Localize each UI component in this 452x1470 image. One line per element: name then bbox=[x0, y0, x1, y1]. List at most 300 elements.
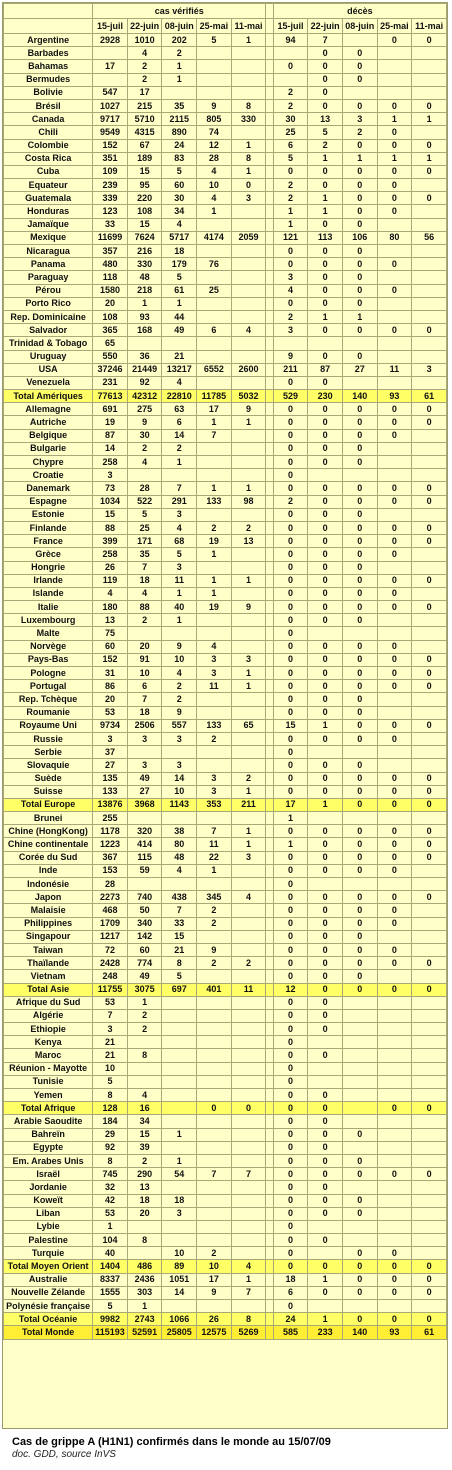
table-row bbox=[4, 1154, 447, 1167]
deaths-cell: 0 bbox=[377, 904, 412, 917]
cases-cell bbox=[231, 587, 266, 600]
cases-cell: 7 bbox=[231, 1286, 266, 1299]
deaths-cell bbox=[377, 1062, 412, 1075]
cases-cell: 547 bbox=[93, 86, 128, 99]
deaths-cell bbox=[412, 996, 447, 1009]
cases-cell: 2 bbox=[197, 904, 232, 917]
deaths-cell bbox=[342, 627, 377, 640]
separator-cell bbox=[266, 429, 273, 442]
deaths-cell bbox=[377, 1023, 412, 1036]
cases-cell bbox=[231, 1220, 266, 1233]
cases-cell: 275 bbox=[127, 403, 162, 416]
cases-cell: 3 bbox=[162, 1207, 197, 1220]
deaths-cell: 0 bbox=[273, 772, 308, 785]
table-row bbox=[4, 943, 447, 956]
deaths-cell: 0 bbox=[308, 521, 343, 534]
cases-cell: 8 bbox=[162, 957, 197, 970]
deaths-cell: 0 bbox=[308, 996, 343, 1009]
country-name: Russie bbox=[4, 732, 93, 745]
country-name: Irlande bbox=[4, 574, 93, 587]
deaths-cell: 0 bbox=[342, 324, 377, 337]
deaths-cell: 106 bbox=[342, 231, 377, 244]
cases-cell: 1 bbox=[231, 482, 266, 495]
deaths-cell: 0 bbox=[308, 1234, 343, 1247]
table-row bbox=[4, 1128, 447, 1141]
deaths-cell: 0 bbox=[342, 785, 377, 798]
cases-cell: 1 bbox=[197, 548, 232, 561]
cases-cell bbox=[231, 1128, 266, 1141]
cases-cell: 5 bbox=[162, 548, 197, 561]
cases-cell: 6 bbox=[127, 680, 162, 693]
cases-cell: 1 bbox=[231, 165, 266, 178]
deaths-cell: 0 bbox=[377, 838, 412, 851]
separator-cell bbox=[266, 152, 273, 165]
cases-cell: 65 bbox=[231, 719, 266, 732]
cases-cell: 1 bbox=[93, 1220, 128, 1233]
cases-cell: 54 bbox=[162, 1168, 197, 1181]
deaths-cell: 24 bbox=[273, 1313, 308, 1326]
table-row bbox=[4, 561, 447, 574]
cases-cell: 17 bbox=[197, 1273, 232, 1286]
table-row bbox=[4, 258, 447, 271]
table-row bbox=[4, 86, 447, 99]
cases-cell: 9 bbox=[162, 706, 197, 719]
deaths-cell: 0 bbox=[412, 1273, 447, 1286]
cases-cell: 15 bbox=[127, 1128, 162, 1141]
cases-cell: 3 bbox=[162, 732, 197, 745]
cases-cell: 8337 bbox=[93, 1273, 128, 1286]
deaths-cell: 0 bbox=[273, 864, 308, 877]
cases-cell bbox=[197, 350, 232, 363]
deaths-cell bbox=[412, 1220, 447, 1233]
cases-cell bbox=[231, 970, 266, 983]
country-name: Chili bbox=[4, 126, 93, 139]
separator-cell bbox=[266, 403, 273, 416]
cases-cell: 89 bbox=[162, 1260, 197, 1273]
separator-cell bbox=[266, 732, 273, 745]
deaths-cell bbox=[412, 469, 447, 482]
deaths-cell: 0 bbox=[308, 785, 343, 798]
deaths-cell: 4 bbox=[273, 284, 308, 297]
country-name: Porto Rico bbox=[4, 297, 93, 310]
cases-cell bbox=[231, 284, 266, 297]
table-row bbox=[4, 930, 447, 943]
deaths-cell bbox=[342, 1062, 377, 1075]
cases-cell: 1404 bbox=[93, 1260, 128, 1273]
deaths-cell: 0 bbox=[273, 640, 308, 653]
cases-cell: 357 bbox=[93, 245, 128, 258]
deaths-cell: 0 bbox=[273, 1128, 308, 1141]
cases-cell: 30 bbox=[162, 192, 197, 205]
cases-cell: 1 bbox=[162, 587, 197, 600]
country-name: Cuba bbox=[4, 165, 93, 178]
deaths-cell: 1 bbox=[342, 310, 377, 323]
table-row bbox=[4, 495, 447, 508]
deaths-cell: 0 bbox=[273, 1207, 308, 1220]
cases-cell bbox=[197, 1194, 232, 1207]
region-total-row bbox=[4, 390, 447, 403]
deaths-cell: 2 bbox=[273, 310, 308, 323]
cases-cell bbox=[162, 1049, 197, 1062]
cases-cell bbox=[162, 1102, 197, 1115]
deaths-cell: 0 bbox=[308, 1168, 343, 1181]
cases-cell: 88 bbox=[93, 521, 128, 534]
cases-cell: 5 bbox=[162, 271, 197, 284]
cases-cell bbox=[231, 812, 266, 825]
deaths-cell: 121 bbox=[273, 231, 308, 244]
cases-cell: 26 bbox=[93, 561, 128, 574]
deaths-cell: 0 bbox=[412, 482, 447, 495]
separator-cell bbox=[266, 825, 273, 838]
cases-cell: 67 bbox=[127, 139, 162, 152]
deaths-cell: 0 bbox=[308, 693, 343, 706]
deaths-cell: 0 bbox=[273, 508, 308, 521]
table-row bbox=[4, 772, 447, 785]
deaths-cell bbox=[377, 812, 412, 825]
cases-cell bbox=[197, 1062, 232, 1075]
cases-cell: 128 bbox=[93, 1102, 128, 1115]
cases-cell bbox=[231, 693, 266, 706]
cases-cell: 691 bbox=[93, 403, 128, 416]
separator-cell bbox=[266, 1260, 273, 1273]
deaths-cell: 0 bbox=[308, 561, 343, 574]
separator-cell bbox=[266, 99, 273, 112]
deaths-cell bbox=[412, 917, 447, 930]
cases-cell bbox=[231, 930, 266, 943]
deaths-cell bbox=[412, 1234, 447, 1247]
table-row bbox=[4, 917, 447, 930]
deaths-cell: 0 bbox=[377, 139, 412, 152]
deaths-cell: 0 bbox=[342, 640, 377, 653]
cases-cell: 21 bbox=[93, 1036, 128, 1049]
cases-cell: 3075 bbox=[127, 983, 162, 996]
cases-cell bbox=[231, 310, 266, 323]
deaths-cell: 0 bbox=[412, 851, 447, 864]
table-row bbox=[4, 1220, 447, 1233]
cases-cell: 248 bbox=[93, 970, 128, 983]
deaths-cell bbox=[377, 1220, 412, 1233]
separator-cell bbox=[266, 1102, 273, 1115]
deaths-cell bbox=[273, 337, 308, 350]
cases-cell: 7624 bbox=[127, 231, 162, 244]
cases-cell: 83 bbox=[162, 152, 197, 165]
country-name: Argentine bbox=[4, 34, 93, 47]
deaths-cell: 1 bbox=[308, 798, 343, 811]
deaths-cell: 6 bbox=[273, 139, 308, 152]
cases-cell: 35 bbox=[127, 548, 162, 561]
deaths-cell: 0 bbox=[377, 535, 412, 548]
cases-cell: 1223 bbox=[93, 838, 128, 851]
deaths-cell bbox=[412, 759, 447, 772]
deaths-cell: 30 bbox=[273, 113, 308, 126]
cases-cell bbox=[127, 1062, 162, 1075]
deaths-cell: 18 bbox=[273, 1273, 308, 1286]
country-name: Koweït bbox=[4, 1194, 93, 1207]
cases-cell: 8 bbox=[93, 1154, 128, 1167]
cases-cell: 38 bbox=[162, 825, 197, 838]
cases-cell bbox=[197, 627, 232, 640]
cases-cell: 63 bbox=[162, 403, 197, 416]
deaths-cell: 0 bbox=[308, 1009, 343, 1022]
deaths-cell: 0 bbox=[377, 772, 412, 785]
cases-cell bbox=[231, 205, 266, 218]
deaths-cell bbox=[377, 706, 412, 719]
cases-cell bbox=[197, 878, 232, 891]
deaths-cell: 0 bbox=[342, 47, 377, 60]
cases-cell: 7 bbox=[127, 561, 162, 574]
deaths-cell: 0 bbox=[273, 1062, 308, 1075]
cases-cell: 17 bbox=[127, 86, 162, 99]
deaths-cell: 0 bbox=[308, 548, 343, 561]
table-row bbox=[4, 746, 447, 759]
separator-cell bbox=[266, 495, 273, 508]
table-row bbox=[4, 245, 447, 258]
cases-cell: 1 bbox=[231, 574, 266, 587]
table-row bbox=[4, 416, 447, 429]
deaths-cell bbox=[412, 1154, 447, 1167]
cases-cell: 40 bbox=[93, 1247, 128, 1260]
separator-cell bbox=[266, 73, 273, 86]
table-row bbox=[4, 508, 447, 521]
cases-cell: 4 bbox=[197, 192, 232, 205]
cases-cell: 14 bbox=[162, 772, 197, 785]
cases-cell: 3 bbox=[231, 192, 266, 205]
cases-cell: 2 bbox=[197, 732, 232, 745]
cases-cell: 28 bbox=[197, 152, 232, 165]
deaths-cell bbox=[412, 1247, 447, 1260]
separator-cell bbox=[266, 1181, 273, 1194]
deaths-cell: 0 bbox=[377, 416, 412, 429]
deaths-cell: 0 bbox=[273, 891, 308, 904]
cases-cell: 5 bbox=[162, 970, 197, 983]
deaths-cell bbox=[377, 1181, 412, 1194]
deaths-cell bbox=[377, 47, 412, 60]
cases-cell bbox=[197, 376, 232, 389]
table-row bbox=[4, 271, 447, 284]
cases-cell: 5 bbox=[127, 508, 162, 521]
separator-cell bbox=[266, 587, 273, 600]
separator-cell bbox=[266, 139, 273, 152]
cases-cell: 11 bbox=[197, 680, 232, 693]
deaths-cell: 0 bbox=[342, 258, 377, 271]
deaths-cell: 1 bbox=[377, 152, 412, 165]
deaths-cell: 2 bbox=[273, 192, 308, 205]
deaths-cell: 0 bbox=[377, 785, 412, 798]
cases-cell: 1 bbox=[231, 34, 266, 47]
cases-cell: 9717 bbox=[93, 113, 128, 126]
cases-cell: 86 bbox=[93, 680, 128, 693]
deaths-cell: 0 bbox=[342, 179, 377, 192]
cases-cell: 22810 bbox=[162, 390, 197, 403]
cases-cell: 142 bbox=[127, 930, 162, 943]
cases-cell: 17 bbox=[197, 403, 232, 416]
cases-cell: 44 bbox=[162, 310, 197, 323]
separator-cell bbox=[266, 798, 273, 811]
country-name: Bahreïn bbox=[4, 1128, 93, 1141]
cases-cell: 3 bbox=[93, 469, 128, 482]
deaths-cell: 0 bbox=[342, 60, 377, 73]
deaths-cell: 0 bbox=[342, 416, 377, 429]
deaths-cell: 0 bbox=[342, 1247, 377, 1260]
cases-cell: 20 bbox=[93, 693, 128, 706]
country-name: Pologne bbox=[4, 667, 93, 680]
cases-cell: 414 bbox=[127, 838, 162, 851]
country-name: Total Asie bbox=[4, 983, 93, 996]
deaths-cell: 0 bbox=[342, 706, 377, 719]
cases-cell: 13 bbox=[93, 614, 128, 627]
country-name: Indonésie bbox=[4, 878, 93, 891]
deaths-cell bbox=[377, 1128, 412, 1141]
deaths-cell: 0 bbox=[273, 1141, 308, 1154]
deaths-cell: 0 bbox=[273, 917, 308, 930]
deaths-cell bbox=[342, 1075, 377, 1088]
corner-cell bbox=[4, 4, 93, 19]
deaths-cell: 0 bbox=[308, 442, 343, 455]
deaths-cell: 0 bbox=[273, 996, 308, 1009]
deaths-cell: 0 bbox=[308, 825, 343, 838]
deaths-cell bbox=[342, 878, 377, 891]
deaths-cell: 0 bbox=[377, 548, 412, 561]
deaths-cell bbox=[273, 73, 308, 86]
deaths-cell: 56 bbox=[412, 231, 447, 244]
separator-cell bbox=[266, 192, 273, 205]
deaths-cell: 0 bbox=[308, 667, 343, 680]
deaths-cell: 0 bbox=[273, 1115, 308, 1128]
cases-cell: 3 bbox=[231, 653, 266, 666]
cases-cell: 26 bbox=[197, 1313, 232, 1326]
deaths-cell: 1 bbox=[412, 152, 447, 165]
separator-cell bbox=[266, 1115, 273, 1128]
cases-cell: 15 bbox=[162, 930, 197, 943]
deaths-cell: 0 bbox=[342, 165, 377, 178]
deaths-cell: 0 bbox=[273, 1194, 308, 1207]
country-name: Royaume Uni bbox=[4, 719, 93, 732]
deaths-cell: 1 bbox=[308, 192, 343, 205]
table-row bbox=[4, 165, 447, 178]
cases-cell: 72 bbox=[93, 943, 128, 956]
cases-cell: 7 bbox=[127, 693, 162, 706]
cases-cell: 9734 bbox=[93, 719, 128, 732]
separator-cell bbox=[266, 1220, 273, 1233]
table-row bbox=[4, 825, 447, 838]
separator-cell bbox=[266, 1075, 273, 1088]
cases-cell: 34 bbox=[127, 1115, 162, 1128]
deaths-cell: 0 bbox=[342, 759, 377, 772]
deaths-cell bbox=[412, 376, 447, 389]
separator-cell bbox=[266, 759, 273, 772]
separator-cell bbox=[266, 904, 273, 917]
cases-cell: 5269 bbox=[231, 1326, 266, 1339]
cases-cell: 20 bbox=[127, 1207, 162, 1220]
cases-cell: 75 bbox=[93, 627, 128, 640]
cases-cell: 60 bbox=[162, 179, 197, 192]
deaths-cell bbox=[308, 1062, 343, 1075]
deaths-cell: 0 bbox=[308, 640, 343, 653]
deaths-cell: 0 bbox=[308, 456, 343, 469]
separator-cell bbox=[266, 719, 273, 732]
cases-cell bbox=[231, 350, 266, 363]
country-name: Algérie bbox=[4, 1009, 93, 1022]
cases-cell: 76 bbox=[197, 258, 232, 271]
cases-cell: 2 bbox=[231, 957, 266, 970]
cases-cell: 92 bbox=[93, 1141, 128, 1154]
deaths-cell: 0 bbox=[273, 482, 308, 495]
separator-cell bbox=[266, 627, 273, 640]
deaths-cell bbox=[412, 205, 447, 218]
cases-cell: 5710 bbox=[127, 113, 162, 126]
cases-date-header: 25-mai bbox=[197, 19, 232, 34]
cases-cell: 53 bbox=[93, 706, 128, 719]
cases-cell: 4 bbox=[231, 1260, 266, 1273]
deaths-cell: 113 bbox=[308, 231, 343, 244]
deaths-cell: 0 bbox=[308, 1260, 343, 1273]
cases-cell bbox=[127, 627, 162, 640]
deaths-cell bbox=[412, 508, 447, 521]
deaths-cell: 0 bbox=[308, 416, 343, 429]
country-name: Réunion - Mayotte bbox=[4, 1062, 93, 1075]
cases-cell: 399 bbox=[93, 535, 128, 548]
deaths-cell bbox=[377, 1089, 412, 1102]
cases-cell: 11785 bbox=[197, 390, 232, 403]
country-name: Rep. Dominicaine bbox=[4, 310, 93, 323]
table-row bbox=[4, 482, 447, 495]
country-name: Yemen bbox=[4, 1089, 93, 1102]
table-row bbox=[4, 627, 447, 640]
deaths-cell: 0 bbox=[308, 574, 343, 587]
table-row bbox=[4, 574, 447, 587]
deaths-cell: 0 bbox=[273, 574, 308, 587]
cases-cell: 211 bbox=[231, 798, 266, 811]
deaths-cell bbox=[412, 1075, 447, 1088]
table-row bbox=[4, 113, 447, 126]
cases-cell: 1 bbox=[197, 205, 232, 218]
cases-cell: 25 bbox=[127, 521, 162, 534]
deaths-cell: 0 bbox=[377, 601, 412, 614]
country-name: Suède bbox=[4, 772, 93, 785]
cases-cell: 1 bbox=[231, 838, 266, 851]
cases-cell: 28 bbox=[93, 878, 128, 891]
deaths-cell bbox=[342, 1102, 377, 1115]
separator-cell bbox=[266, 113, 273, 126]
table-row bbox=[4, 1036, 447, 1049]
deaths-cell bbox=[412, 126, 447, 139]
deaths-cell: 61 bbox=[412, 390, 447, 403]
cases-cell bbox=[231, 904, 266, 917]
table-row bbox=[4, 812, 447, 825]
cases-cell: 1 bbox=[197, 482, 232, 495]
separator-cell bbox=[266, 1141, 273, 1154]
country-name: Italie bbox=[4, 601, 93, 614]
cases-cell: 133 bbox=[93, 785, 128, 798]
country-name: Philippines bbox=[4, 917, 93, 930]
separator-cell bbox=[266, 482, 273, 495]
country-name: Estonie bbox=[4, 508, 93, 521]
deaths-cell bbox=[342, 376, 377, 389]
deaths-cell: 0 bbox=[342, 838, 377, 851]
cases-cell bbox=[231, 1023, 266, 1036]
cases-cell: 1 bbox=[197, 416, 232, 429]
cases-cell: 4 bbox=[197, 165, 232, 178]
deaths-cell: 0 bbox=[377, 403, 412, 416]
separator-cell bbox=[266, 943, 273, 956]
deaths-cell bbox=[377, 614, 412, 627]
deaths-cell: 0 bbox=[342, 891, 377, 904]
table-row bbox=[4, 1194, 447, 1207]
table-row bbox=[4, 640, 447, 653]
table-row bbox=[4, 996, 447, 1009]
deaths-cell: 0 bbox=[308, 838, 343, 851]
cases-cell: 218 bbox=[127, 284, 162, 297]
